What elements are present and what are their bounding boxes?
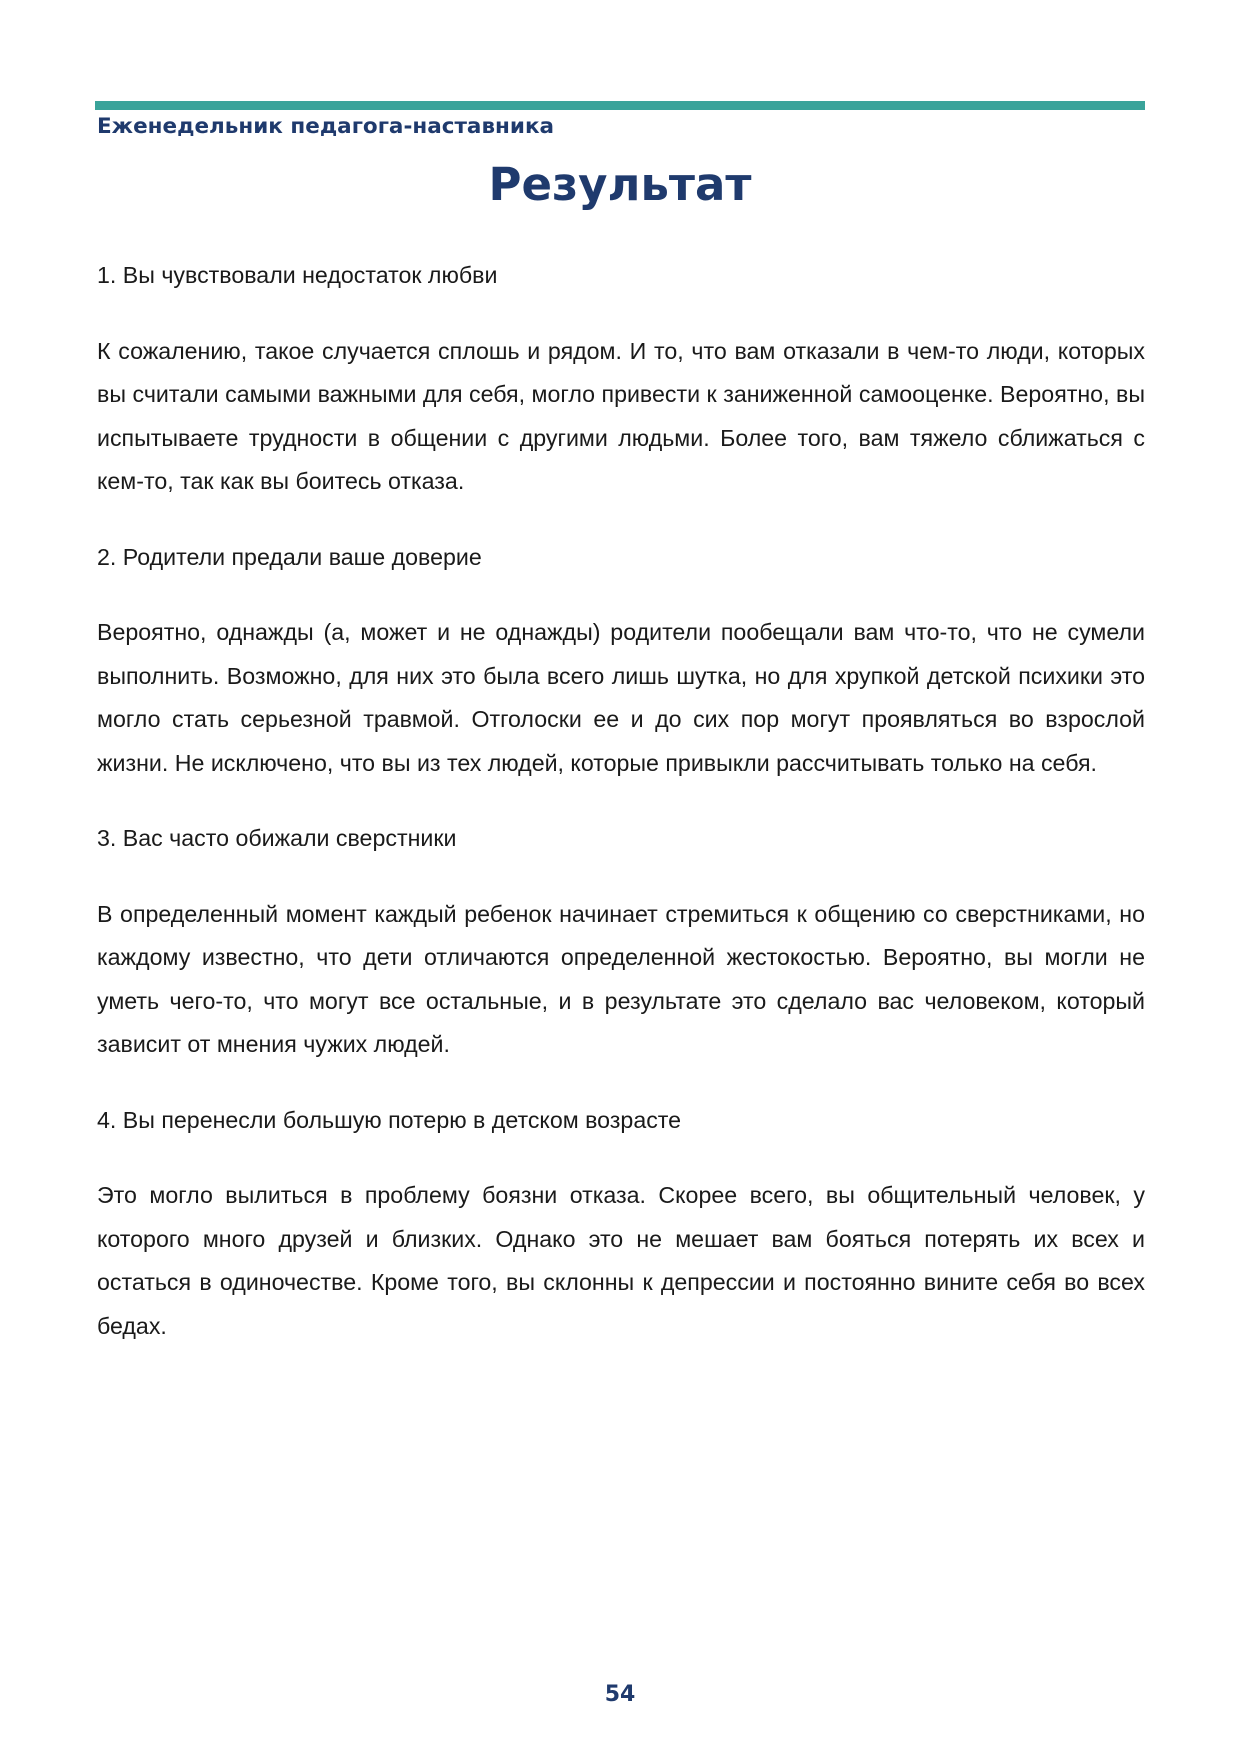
item-heading-2: 2. Родители предали ваше доверие (97, 543, 482, 570)
document-body (97, 254, 1145, 1380)
running-header-title: Еженедельник педагога-наставника (97, 114, 555, 139)
page-title: Результат (488, 158, 752, 211)
item-text-4: Это могло вылиться в проблему боязни отказа. Скорее всего, вы общительный человек, у которого много друзей и близких. Однако это не мешает вам бояться потерять их всех и остаться в одиночестве. Кроме того, вы склонны к депрессии и постоянно вините себя во всех бедах. (97, 1182, 1145, 1339)
item-heading-1: 1. Вы чувствовали недостаток любви (97, 262, 498, 288)
item-text-1: К сожалению, такое случается сплошь и рядом. И то, что вам отказали в чем-то люди, которых вы считали самыми важными для себя, могло привести к заниженной самооценке. Вероятно, вы испытываете трудности в общении с другими людьми. Более того, вам тяжело сближаться с кем-то, так как вы боитесь отказа. (97, 337, 1145, 494)
item-text-2: Вероятно, однажды (а, может и не однажды) родители пообещали вам что-то, что не сумели выполнить. Возможно, для них это была всего лишь шутка, но для хрупкой детской психики это могло стать серьезной травмой. Отголоски ее и до сих пор могут проявляться во взрослой жизни. Не исключено, что вы из тех людей, которые привыкли рассчитывать только на себя. (97, 619, 1145, 776)
header-accent-rule (95, 101, 1145, 110)
item-text-3: В определенный момент каждый ребенок начинает стремиться к общению со сверстниками, но каждому известно, что дети отличаются определенной жестокостью. Вероятно, вы могли не уметь чего-то, что могут все остальные, и в результате это сделало вас человеком, который зависит от мнения чужих людей. (97, 900, 1145, 1057)
item-heading-3: 3. Вас часто обижали сверстники (97, 825, 457, 851)
page-number: 54 (604, 1682, 636, 1707)
item-heading-4: 4. Вы перенесли большую потерю в детском возрасте (97, 1106, 682, 1133)
